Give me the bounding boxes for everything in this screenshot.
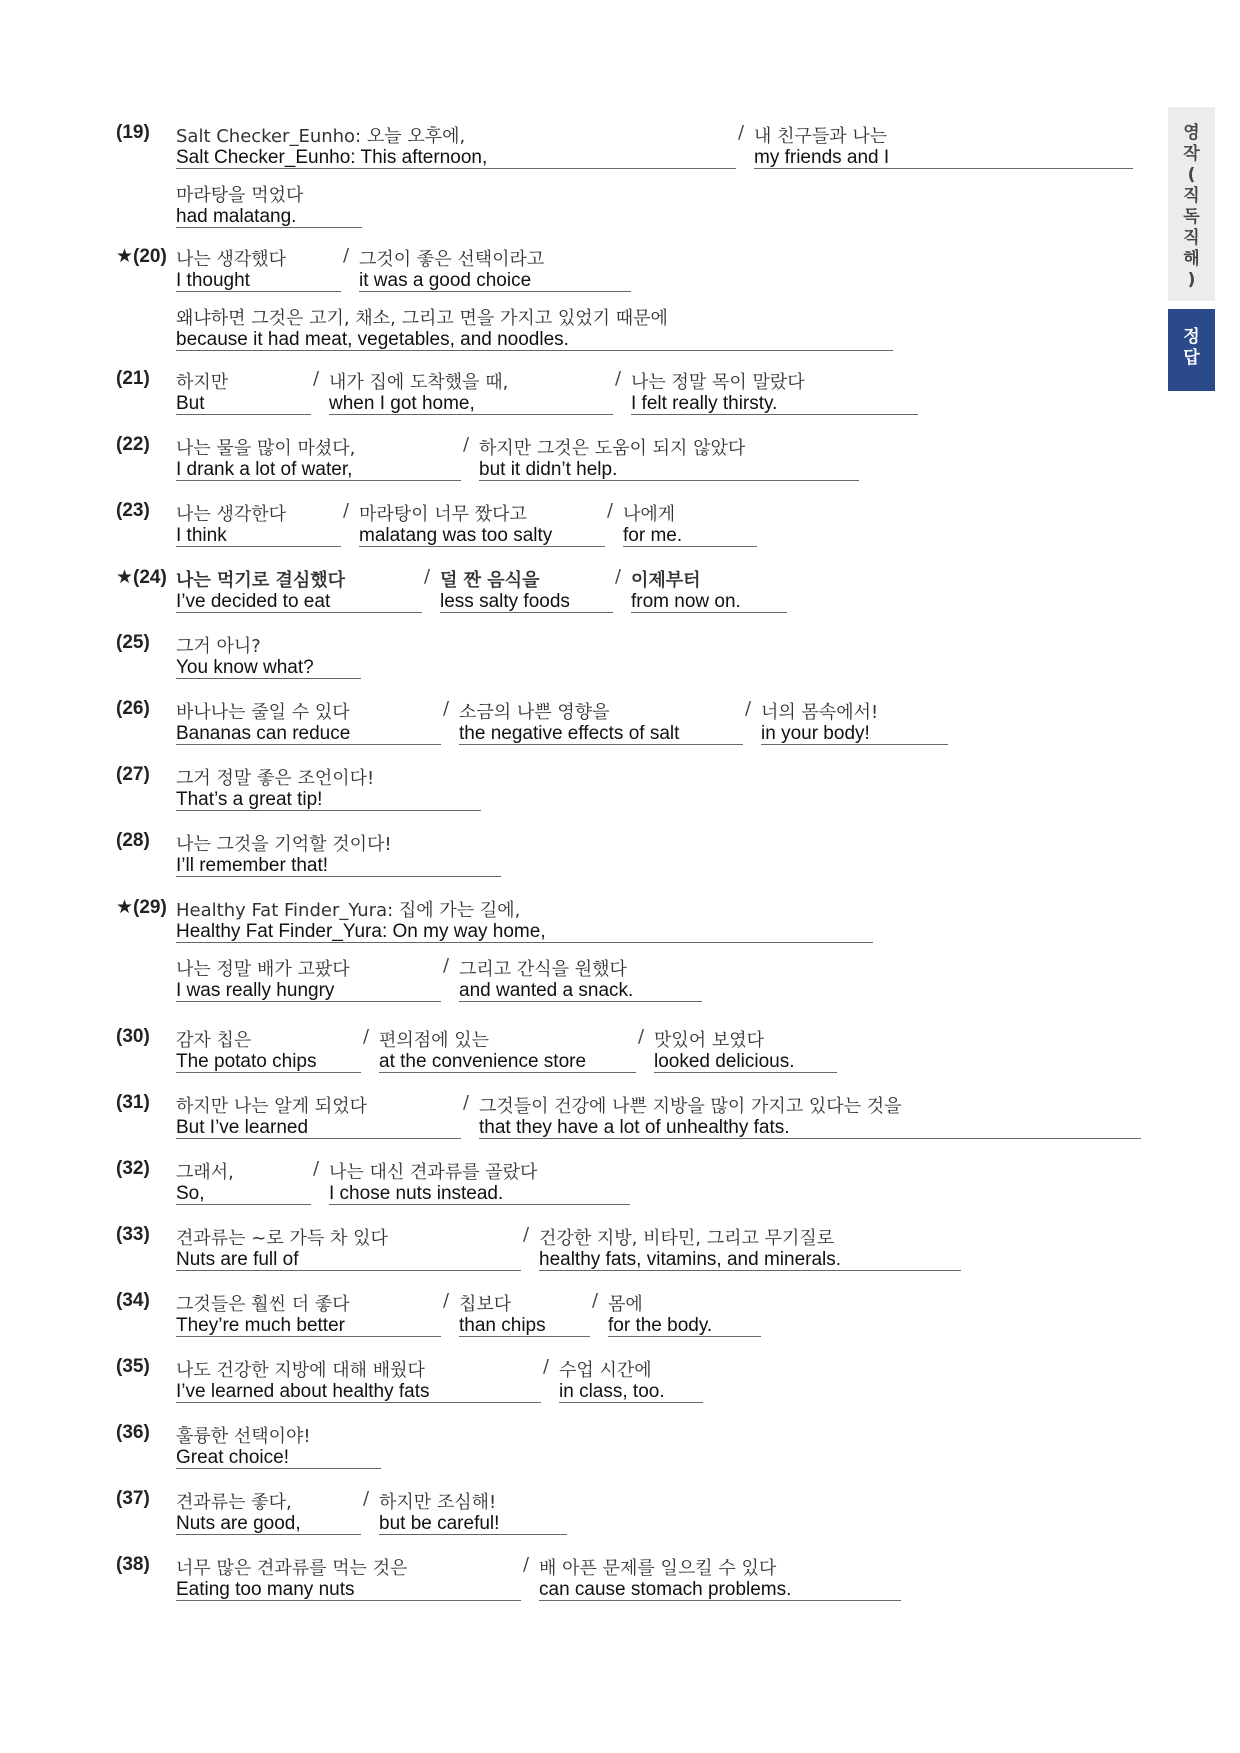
english-answer: when I got home, <box>329 393 475 414</box>
chunk <box>176 1222 521 1271</box>
english-answer: my friends and I <box>754 147 890 168</box>
korean-text: / 나는 정말 목이 말랐다 <box>631 372 805 393</box>
korean-text: / 이제부터 <box>631 570 701 591</box>
english-answer: That’s a great tip! <box>176 789 323 810</box>
item-number: (35) <box>116 1356 150 1377</box>
side-tab-char: ( <box>1187 165 1196 185</box>
chunk <box>761 696 948 745</box>
chunk <box>329 366 613 415</box>
korean-text: / 마라탕이 너무 짰다고 <box>359 504 527 525</box>
english-answer: in your body! <box>761 723 870 744</box>
english-answer: I felt really thirsty. <box>631 393 778 414</box>
korean-text: 그거 정말 좋은 조언이다! <box>176 768 375 789</box>
english-answer: I was really hungry <box>176 980 335 1001</box>
chunk <box>623 498 757 547</box>
english-answer: had malatang. <box>176 206 297 227</box>
korean-text: 하지만 나는 알게 되었다 <box>176 1096 368 1117</box>
sentence-line <box>176 1486 1096 1536</box>
english-answer: Bananas can reduce <box>176 723 351 744</box>
chunk <box>459 1288 590 1337</box>
korean-text: / 나는 대신 견과류를 골랐다 <box>329 1162 538 1183</box>
chunk <box>359 243 631 292</box>
korean-text: / 소금의 나쁜 영향을 <box>459 702 610 723</box>
english-answer: healthy fats, vitamins, and minerals. <box>539 1249 842 1270</box>
english-answer: But I’ve learned <box>176 1117 309 1138</box>
korean-text: Salt Checker_Eunho: 오늘 오후에, <box>176 126 466 147</box>
item-number: (37) <box>116 1488 150 1509</box>
sentence-line <box>176 179 1096 229</box>
korean-text: Healthy Fat Finder_Yura: 집에 가는 길에, <box>176 900 521 921</box>
english-answer: than chips <box>459 1315 546 1336</box>
english-answer: I’ve learned about healthy fats <box>176 1381 430 1402</box>
side-tab-char: 직 <box>1183 228 1200 248</box>
side-tab-answer[interactable] <box>1168 309 1215 391</box>
english-answer: Great choice! <box>176 1447 289 1468</box>
chunk <box>176 953 441 1002</box>
side-tab-char: 정 <box>1183 327 1200 347</box>
korean-text: 바나나는 줄일 수 있다 <box>176 702 350 723</box>
chunk <box>176 1486 361 1535</box>
korean-text: / 그것들이 건강에 나쁜 지방을 많이 가지고 있다는 것을 <box>479 1096 902 1117</box>
english-answer: They’re much better <box>176 1315 345 1336</box>
sentence-line <box>176 1354 1096 1404</box>
korean-text: 그래서, <box>176 1162 234 1183</box>
korean-text: / 내가 집에 도착했을 때, <box>329 372 509 393</box>
chunk <box>176 302 893 351</box>
korean-text: / 내 친구들과 나는 <box>754 126 888 147</box>
korean-text: / 몸에 <box>608 1294 643 1315</box>
english-answer: So, <box>176 1183 205 1204</box>
sentence-line <box>176 953 1096 1003</box>
chunk <box>479 432 859 481</box>
item-number: (26) <box>116 698 150 719</box>
english-answer: from now on. <box>631 591 741 612</box>
side-tab-writing-label <box>1168 107 1215 291</box>
chunk <box>176 1420 381 1469</box>
english-answer: for the body. <box>608 1315 713 1336</box>
english-answer: malatang was too salty <box>359 525 553 546</box>
korean-text: 하지만 <box>176 372 229 393</box>
sentence-line <box>176 1222 1096 1272</box>
side-tab-char: 직 <box>1183 186 1200 206</box>
english-answer: Eating too many nuts <box>176 1579 355 1600</box>
korean-text: 왜냐하면 그것은 고기, 채소, 그리고 면을 가지고 있었기 때문에 <box>176 308 668 329</box>
english-answer: but it didn’t help. <box>479 459 618 480</box>
korean-text: 나는 생각한다 <box>176 504 287 525</box>
english-answer: at the convenience store <box>379 1051 587 1072</box>
side-tab-answer-label <box>1168 309 1215 369</box>
korean-text: 그것들은 훨씬 더 좋다 <box>176 1294 350 1315</box>
item-number: (21) <box>116 368 150 389</box>
korean-text: 그거 아니? <box>176 636 261 657</box>
sentence-line <box>176 1288 1096 1338</box>
english-answer: I drank a lot of water, <box>176 459 353 480</box>
korean-text: / 건강한 지방, 비타민, 그리고 무기질로 <box>539 1228 835 1249</box>
korean-text: / 칩보다 <box>459 1294 512 1315</box>
chunk <box>176 498 341 547</box>
item-number: ★(24) <box>116 567 167 588</box>
chunk <box>176 120 736 169</box>
english-answer: I’ve decided to eat <box>176 591 331 612</box>
item-number: (36) <box>116 1422 150 1443</box>
chunk <box>176 762 481 811</box>
item-number: (30) <box>116 1026 150 1047</box>
english-answer: Nuts are good, <box>176 1513 301 1534</box>
sentence-line <box>176 1156 1096 1206</box>
chunk <box>459 696 743 745</box>
item-number: (38) <box>116 1554 150 1575</box>
korean-text: 견과류는 좋다, <box>176 1492 292 1513</box>
side-tab-char: 해 <box>1183 249 1200 269</box>
item-number: (33) <box>116 1224 150 1245</box>
chunk <box>379 1024 636 1073</box>
chunk <box>176 630 361 679</box>
sentence-line <box>176 120 1096 170</box>
item-number: ★(29) <box>116 897 167 918</box>
sentence-line <box>176 1024 1096 1074</box>
korean-text: 너무 많은 견과류를 먹는 것은 <box>176 1558 408 1579</box>
chunk <box>176 432 461 481</box>
english-answer: You know what? <box>176 657 314 678</box>
side-tab-char: 독 <box>1183 207 1200 227</box>
sentence-line <box>176 762 1096 812</box>
sentence-line <box>176 696 1096 746</box>
english-answer: it was a good choice <box>359 270 532 291</box>
sentence-line <box>176 1090 1096 1140</box>
chunk <box>176 564 422 613</box>
chunk <box>329 1156 630 1205</box>
korean-text: 나는 정말 배가 고팠다 <box>176 959 350 980</box>
korean-text: 훌륭한 선택이야! <box>176 1426 311 1447</box>
korean-text: 나는 그것을 기억할 것이다! <box>176 834 392 855</box>
korean-text: / 그것이 좋은 선택이라고 <box>359 249 545 270</box>
english-answer: I chose nuts instead. <box>329 1183 504 1204</box>
korean-text: / 하지만 그것은 도움이 되지 않았다 <box>479 438 746 459</box>
chunk <box>631 564 787 613</box>
chunk <box>539 1552 901 1601</box>
korean-text: 나는 먹기로 결심했다 <box>176 570 346 591</box>
item-number: (19) <box>116 122 150 143</box>
chunk <box>559 1354 703 1403</box>
chunk <box>608 1288 761 1337</box>
korean-text: / 배 아픈 문제를 일으킬 수 있다 <box>539 1558 777 1579</box>
english-answer: The potato chips <box>176 1051 317 1072</box>
korean-text: 나는 생각했다 <box>176 249 287 270</box>
chunk <box>176 828 501 877</box>
chunk <box>359 498 605 547</box>
chunk <box>539 1222 961 1271</box>
korean-text: 견과류는 ~로 가득 차 있다 <box>176 1228 388 1249</box>
side-tab-char: ) <box>1187 270 1196 290</box>
korean-text: 나도 건강한 지방에 대해 배웠다 <box>176 1360 425 1381</box>
english-answer: I think <box>176 525 227 546</box>
sentence-line <box>176 828 1096 878</box>
korean-text: / 너의 몸속에서! <box>761 702 879 723</box>
item-number: (32) <box>116 1158 150 1179</box>
korean-text: 나는 물을 많이 마셨다, <box>176 438 356 459</box>
korean-text: / 덜 짠 음식을 <box>440 570 540 591</box>
item-number: (22) <box>116 434 150 455</box>
english-answer: in class, too. <box>559 1381 665 1402</box>
item-number: (27) <box>116 764 150 785</box>
english-answer: can cause stomach problems. <box>539 1579 792 1600</box>
chunk <box>176 696 441 745</box>
korean-text: / 편의점에 있는 <box>379 1030 490 1051</box>
chunk <box>176 366 311 415</box>
item-number: (34) <box>116 1290 150 1311</box>
chunk <box>440 564 613 613</box>
chunk <box>176 1288 441 1337</box>
chunk <box>459 953 702 1002</box>
english-answer: I thought <box>176 270 250 291</box>
english-answer: Salt Checker_Eunho: This afternoon, <box>176 147 488 168</box>
english-answer: Nuts are full of <box>176 1249 299 1270</box>
sentence-line <box>176 366 1096 416</box>
sentence-line <box>176 432 1096 482</box>
chunk <box>176 1552 521 1601</box>
korean-text: / 수업 시간에 <box>559 1360 652 1381</box>
sentence-line <box>176 630 1096 680</box>
english-answer: But <box>176 393 205 414</box>
sentence-line <box>176 564 1096 614</box>
english-answer: less salty foods <box>440 591 570 612</box>
chunk <box>379 1486 567 1535</box>
sentence-line <box>176 894 1096 944</box>
korean-text: / 나에게 <box>623 504 676 525</box>
english-answer: that they have a lot of unhealthy fats. <box>479 1117 790 1138</box>
chunk <box>654 1024 837 1073</box>
chunk <box>176 243 341 292</box>
item-number: ★(20) <box>116 246 167 267</box>
english-answer: but be careful! <box>379 1513 500 1534</box>
side-tab-char: 작 <box>1183 144 1200 164</box>
sentence-line <box>176 243 1096 293</box>
english-answer: and wanted a snack. <box>459 980 634 1001</box>
english-answer: the negative effects of salt <box>459 723 680 744</box>
korean-text: / 맛있어 보였다 <box>654 1030 765 1051</box>
english-answer: because it had meat, vegetables, and noodles. <box>176 329 569 350</box>
sentence-line <box>176 1552 1096 1602</box>
english-answer: Healthy Fat Finder_Yura: On my way home, <box>176 921 546 942</box>
chunk <box>176 1156 311 1205</box>
korean-text: / 하지만 조심해! <box>379 1492 497 1513</box>
side-tab-char: 영 <box>1183 123 1200 143</box>
chunk <box>176 1354 541 1403</box>
side-tab-char: 답 <box>1183 348 1200 368</box>
side-tab-writing[interactable] <box>1168 107 1215 301</box>
item-number: (25) <box>116 632 150 653</box>
chunk <box>479 1090 1141 1139</box>
chunk <box>754 120 1133 169</box>
chunk <box>176 179 362 228</box>
korean-text: 마라탕을 먹었다 <box>176 185 304 206</box>
korean-text: / 그리고 간식을 원했다 <box>459 959 627 980</box>
chunk <box>176 1090 461 1139</box>
chunk <box>176 1024 361 1073</box>
sentence-line <box>176 302 1096 352</box>
english-answer: for me. <box>623 525 683 546</box>
item-number: (28) <box>116 830 150 851</box>
english-answer: looked delicious. <box>654 1051 795 1072</box>
korean-text: 감자 칩은 <box>176 1030 252 1051</box>
sentence-line <box>176 498 1096 548</box>
chunk <box>176 894 873 943</box>
item-number: (23) <box>116 500 150 521</box>
english-answer: I’ll remember that! <box>176 855 329 876</box>
item-number: (31) <box>116 1092 150 1113</box>
chunk <box>631 366 918 415</box>
sentence-line <box>176 1420 1096 1470</box>
